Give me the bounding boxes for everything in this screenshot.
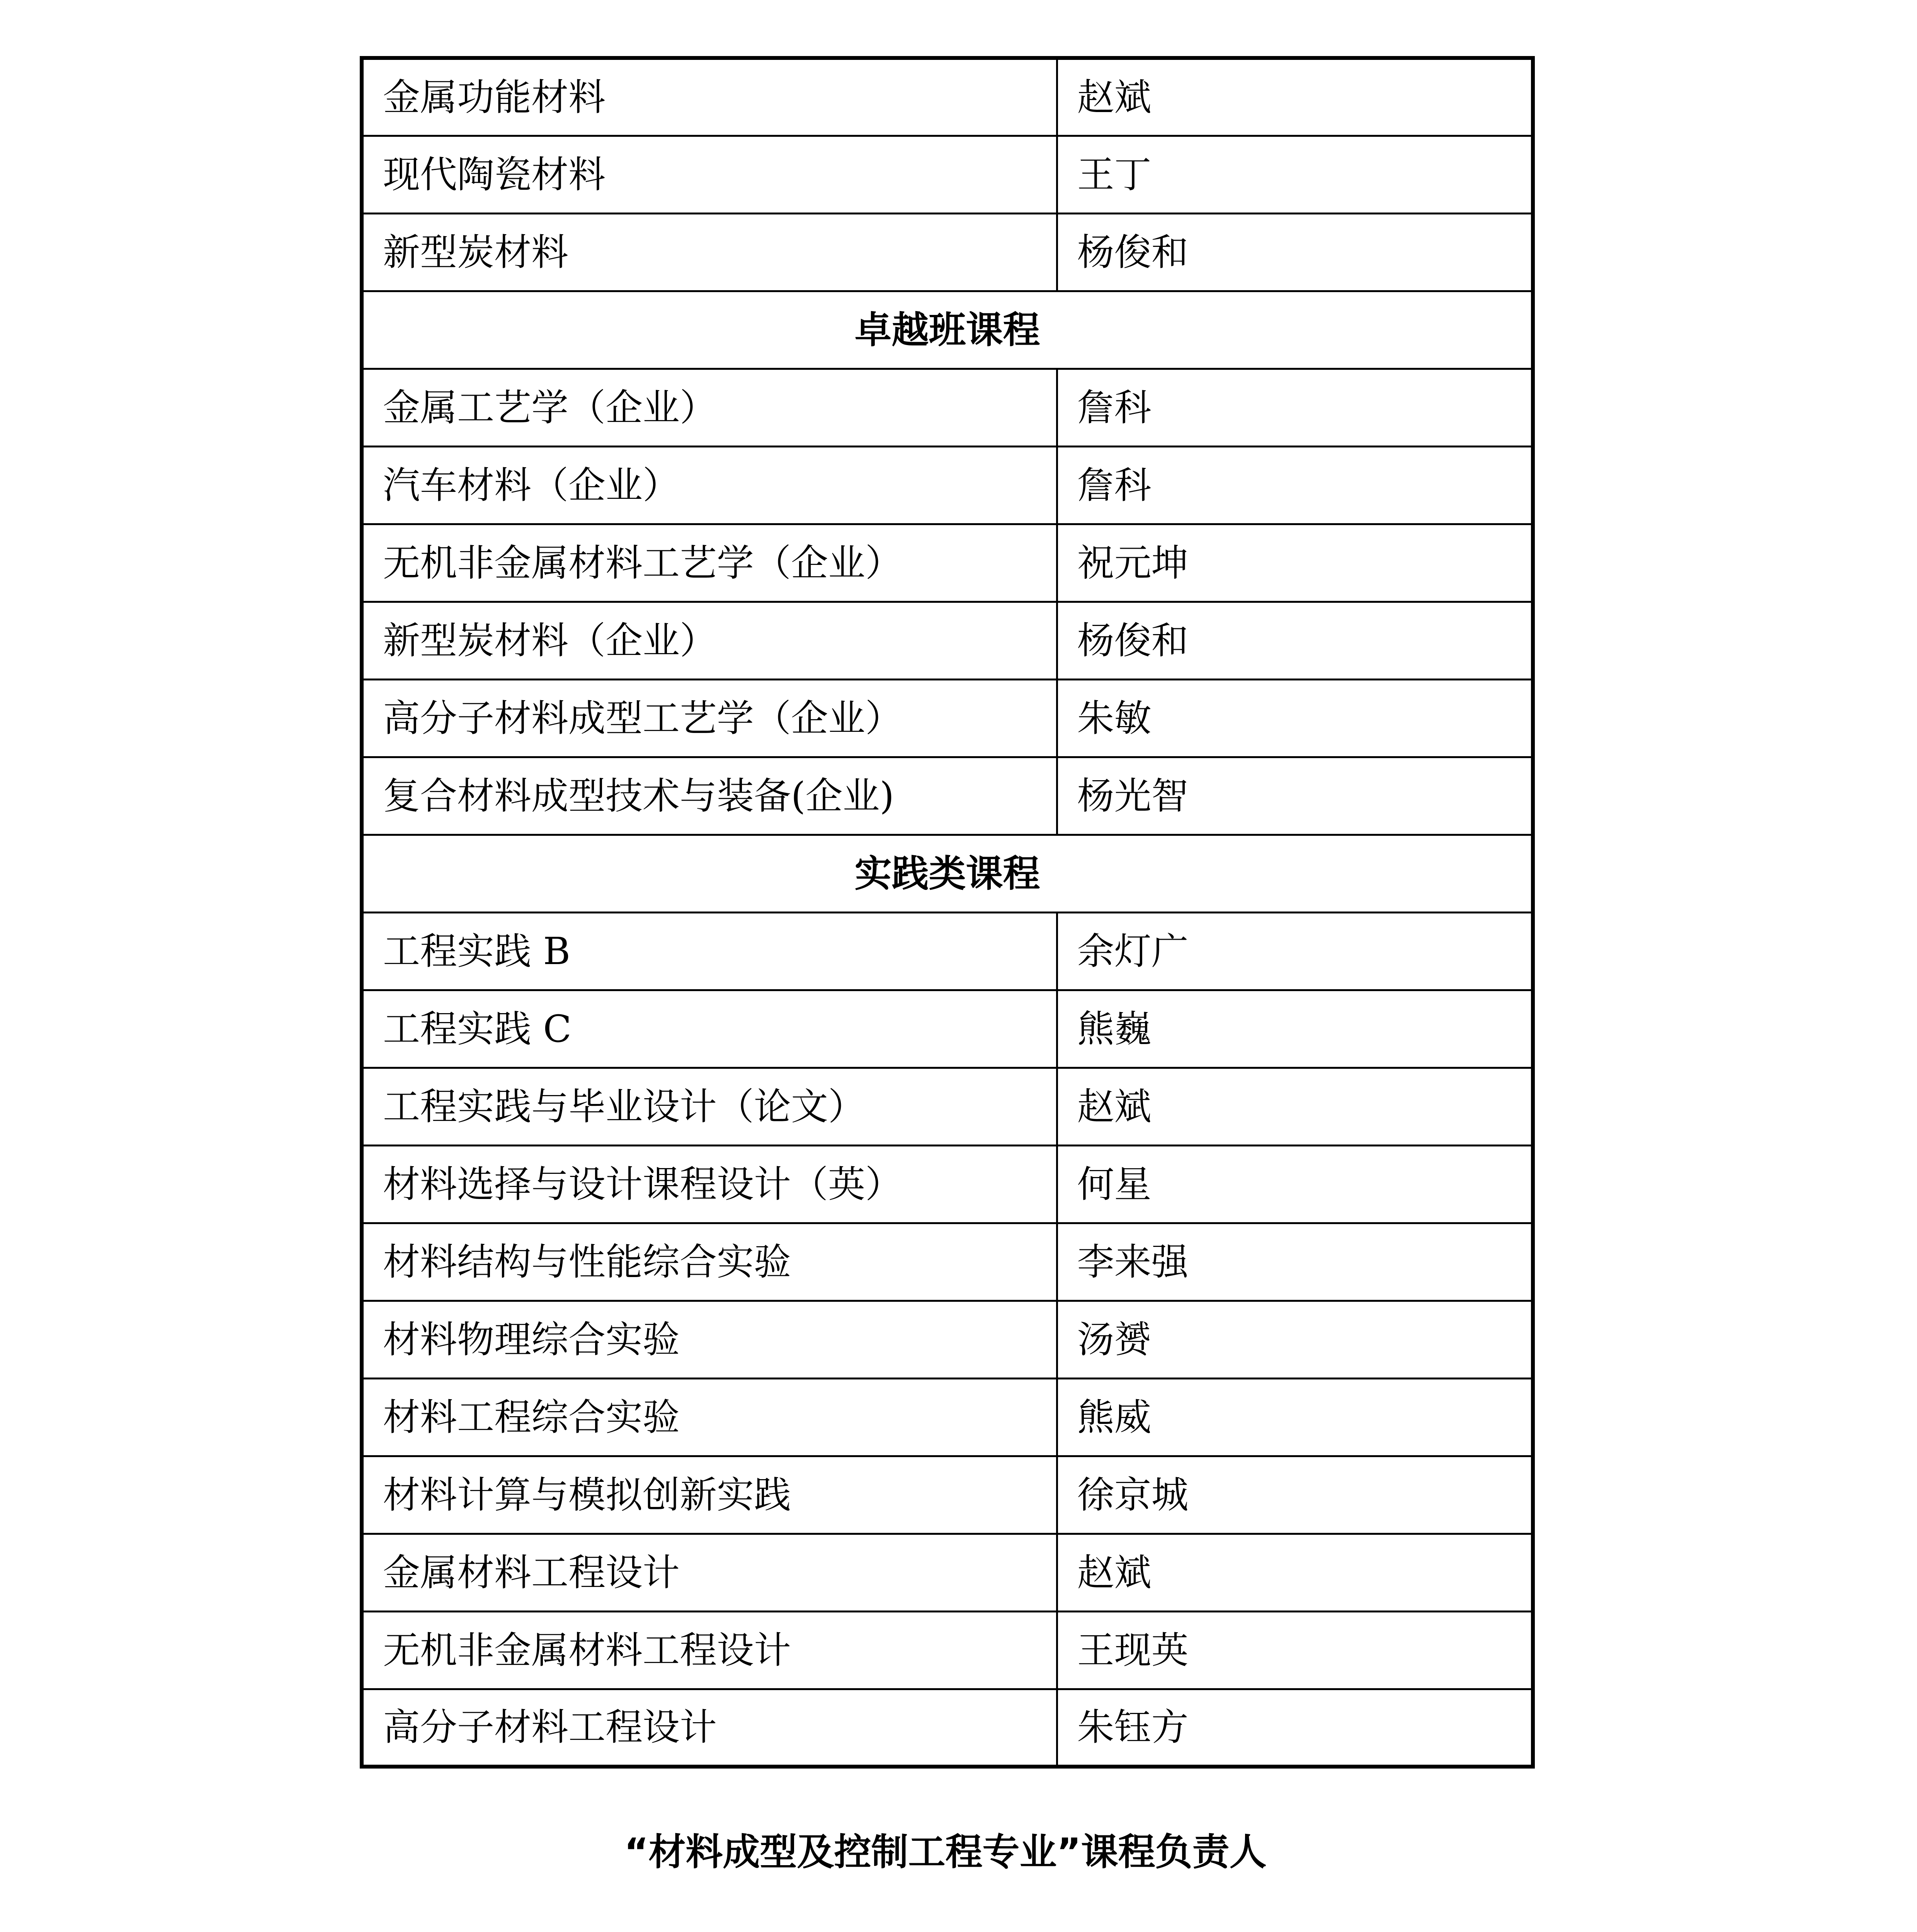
- table-row: [362, 446, 1533, 524]
- course-owner: 李来强: [1057, 1223, 1533, 1301]
- table-row: [362, 369, 1533, 446]
- course-owner: 徐京城: [1057, 1456, 1533, 1534]
- course-owner: 赵斌: [1057, 1534, 1533, 1611]
- table-row: [362, 679, 1533, 757]
- course-owner: 熊威: [1057, 1378, 1533, 1456]
- course-name: 无机非金属材料工程设计: [362, 1611, 1057, 1689]
- course-name: 汽车材料（企业）: [362, 446, 1057, 524]
- course-owner: 赵斌: [1057, 1068, 1533, 1145]
- course-name: 金属功能材料: [362, 58, 1057, 136]
- table-row: [362, 1068, 1533, 1145]
- course-owner-table-1: [360, 56, 1535, 1769]
- course-name: 工程实践与毕业设计（论文）: [362, 1068, 1057, 1145]
- section-row: [362, 291, 1533, 369]
- course-owner: 朱敏: [1057, 679, 1533, 757]
- course-owner: 杨俊和: [1057, 602, 1533, 679]
- course-owner: 熊巍: [1057, 990, 1533, 1068]
- course-name: 金属材料工程设计: [362, 1534, 1057, 1611]
- course-name: 高分子材料成型工艺学（企业）: [362, 679, 1057, 757]
- course-name: 材料计算与模拟创新实践: [362, 1456, 1057, 1534]
- course-owner: 杨光智: [1057, 757, 1533, 835]
- course-name: 材料物理综合实验: [362, 1301, 1057, 1378]
- course-owner-table-1-body: [362, 58, 1533, 1767]
- course-name: 新型炭材料: [362, 213, 1057, 291]
- section-row: [362, 835, 1533, 912]
- course-name: 材料工程综合实验: [362, 1378, 1057, 1456]
- table-row: [362, 524, 1533, 602]
- section-title: 实践类课程: [362, 835, 1533, 912]
- table-row: [362, 1534, 1533, 1611]
- course-name: 无机非金属材料工艺学（企业）: [362, 524, 1057, 602]
- table-row: [362, 136, 1533, 213]
- course-name: 材料结构与性能综合实验: [362, 1223, 1057, 1301]
- course-name: 工程实践 C: [362, 990, 1057, 1068]
- course-owner: 朱钰方: [1057, 1689, 1533, 1767]
- table-row: [362, 213, 1533, 291]
- table-row: [362, 757, 1533, 835]
- table-row: [362, 1223, 1533, 1301]
- course-owner: 余灯广: [1057, 912, 1533, 990]
- course-owner: 杨俊和: [1057, 213, 1533, 291]
- table-row: [362, 58, 1533, 136]
- course-name: 新型炭材料（企业）: [362, 602, 1057, 679]
- course-name: 复合材料成型技术与装备(企业): [362, 757, 1057, 835]
- table-row: [362, 912, 1533, 990]
- course-owner: 何星: [1057, 1145, 1533, 1223]
- course-name: 高分子材料工程设计: [362, 1689, 1057, 1767]
- course-name: 现代陶瓷材料: [362, 136, 1057, 213]
- course-owner: 詹科: [1057, 369, 1533, 446]
- table-row: [362, 1378, 1533, 1456]
- course-owner: 王现英: [1057, 1611, 1533, 1689]
- course-owner: 祝元坤: [1057, 524, 1533, 602]
- course-owner: 赵斌: [1057, 58, 1533, 136]
- table-row: [362, 1689, 1533, 1767]
- course-name: 金属工艺学（企业）: [362, 369, 1057, 446]
- course-owner: 汤赟: [1057, 1301, 1533, 1378]
- course-owner: 王丁: [1057, 136, 1533, 213]
- table-row: [362, 1611, 1533, 1689]
- section-title-materials-forming: “材料成型及控制工程专业”课程负责人: [624, 1830, 1267, 1874]
- course-name: 材料选择与设计课程设计（英）: [362, 1145, 1057, 1223]
- table-row: [362, 990, 1533, 1068]
- table-row: [362, 602, 1533, 679]
- table-row: [362, 1145, 1533, 1223]
- course-name: 工程实践 B: [362, 912, 1057, 990]
- course-owner: 詹科: [1057, 446, 1533, 524]
- table-row: [362, 1456, 1533, 1534]
- table-row: [362, 1301, 1533, 1378]
- section-title: 卓越班课程: [362, 291, 1533, 369]
